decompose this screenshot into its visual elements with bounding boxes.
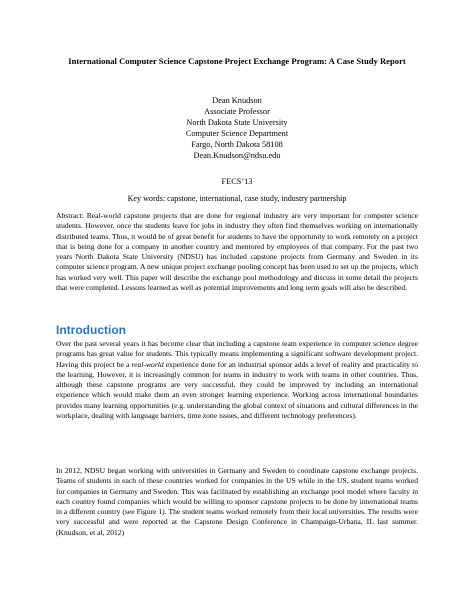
abstract-paragraph: Abstract: Real-world capstone projects that are done for regional industry are very important for computer science students. However, once the students leave for jobs in industry they often find themselves working on internationally distributed teams. Thus, it would be of great benefit for students to have the opportunity to work remotely on a project that is being done for a company in another country and mentored by employees of that company. For the past two years North Dakota State University (NDSU) has included capstone projects from Germany and Sweden in its computer science program. A new unique project exchange pooling concept has been used to set up the projects, which has worked very well. This paper will describe the exchange pool methodology and discuss in some detail the projects that were completed. Lessons learned as well as potential improvements and long term goals will also be described. [56, 211, 418, 293]
introduction-paragraph-2: In 2012, NDSU began working with universities in Germany and Sweden to coordinate capstone exchange projects. Teams of students in each of these countries worked for companies in the US while in the US, student teams worked for companies in Germany and Sweden. This was facilitated by establishing an exchange pool model where faculty in each country found companies which would be willing to sponsor capstone projects to be done by international teams in a different country (see Figure 1). The student teams worked remotely from their local universities. The results were very successful and were reported at the Capstone Design Conference in Champaign-Urbana, IL last summer. (Knudson, et al, 2012) [56, 466, 418, 537]
author-university: North Dakota State University [186, 118, 288, 127]
introduction-paragraph-1 [56, 339, 418, 421]
para1-text-b: experience done for an industrial sponsor adds a level of reality and practicality to the learning. However, it is increasingly common for teams in industry to work with teams in other countries. Thus, although these capstone programs are very successful, they could be improved by including an international experience which would make them an even stronger learning experience. Working across international boundaries provides many learning opportunities (e.g. understanding the global context of situations and cultural differences in the workplace, dealing with language barriers, time zone issues, and different technology preferences). [56, 359, 418, 421]
author-name: Dean Knudson [212, 96, 262, 105]
keywords-line: Key words: capstone, international, case study, industry partnership [127, 194, 347, 203]
author-department: Computer Science Department [185, 129, 289, 138]
conference-label: FECS’13 [221, 177, 253, 186]
introduction-heading: Introduction [56, 323, 126, 337]
author-block [100, 95, 374, 161]
paper-title: International Computer Science Capstone Project Exchange Program: A Case Study Report [68, 56, 406, 66]
author-position: Associate Professor [204, 107, 270, 116]
para1-emphasis: real-world [131, 359, 164, 369]
author-address: Fargo, North Dakota 58108 [191, 140, 283, 149]
para1-text-a: Over the past several years it has become clear that including a capstone team experience in computer science degree programs has great value for students. This typically means implementing a significant software development project. Having this project be a [56, 339, 418, 369]
author-email: Dean.Knudson@ndsu.edu [193, 151, 281, 160]
